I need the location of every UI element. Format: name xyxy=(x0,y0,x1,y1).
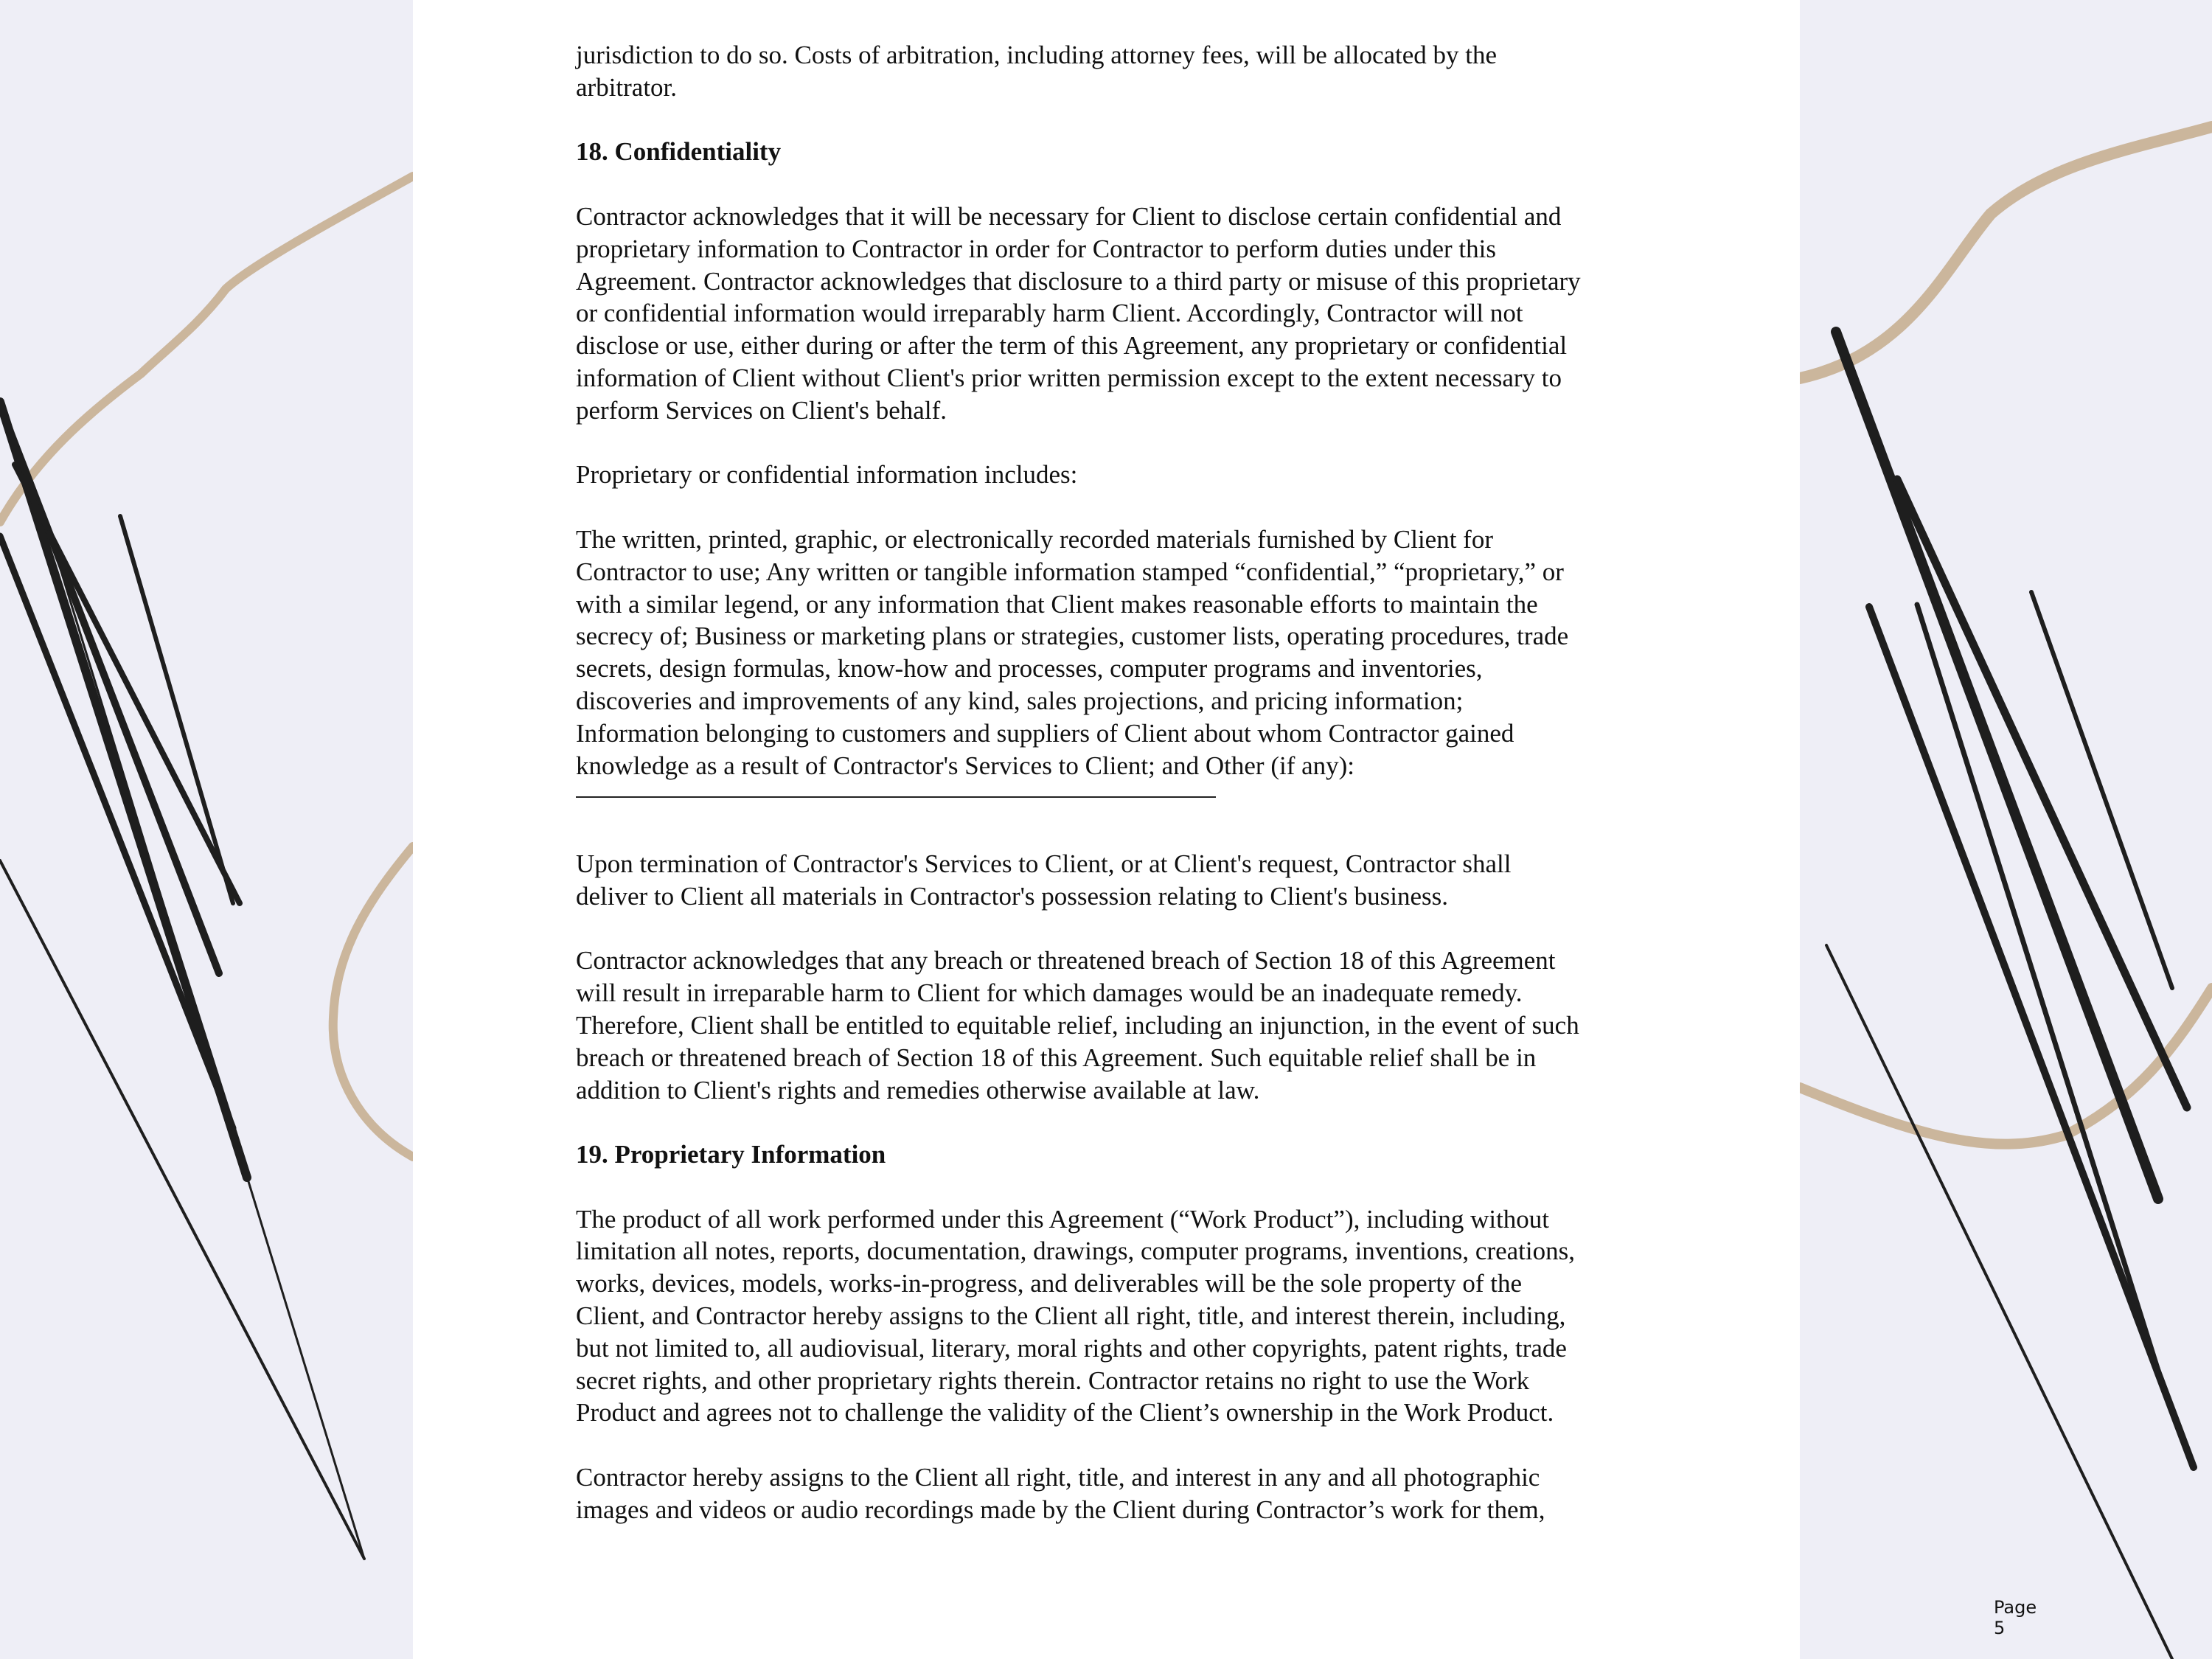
fill-in-blank-line xyxy=(576,782,1216,798)
text-line: information of Client without Client's prior written permission except to the extent necessary to xyxy=(576,363,1562,392)
text-line: secrets, design formulas, know-how and processes, computer programs and inventories, xyxy=(576,654,1483,684)
paragraph-spacer xyxy=(576,815,1652,848)
paragraph xyxy=(576,524,1652,782)
text-line: deliver to Client all materials in Contractor's possession relating to Client's business. xyxy=(576,881,1448,911)
text-line: Product and agrees not to challenge the validity of the Client’s ownership in the Work Product. xyxy=(576,1398,1554,1427)
paragraph-spacer xyxy=(576,104,1652,136)
text-line: arbitrator. xyxy=(576,72,678,102)
document-body xyxy=(576,39,1652,1526)
text-line: The product of all work performed under this Agreement (“Work Product”), including without xyxy=(576,1204,1550,1234)
paragraph xyxy=(576,1461,1652,1526)
text-line: but not limited to, all audiovisual, literary, moral rights and other copyrights, patent rights, trade xyxy=(576,1333,1567,1363)
text-line: Agreement. Contractor acknowledges that disclosure to a third party or misuse of this proprietary xyxy=(576,266,1581,296)
text-line: disclose or use, either during or after the term of this Agreement, any proprietary or confidential xyxy=(576,331,1568,361)
text-line: works, devices, models, works-in-progress, and deliverables will be the sole property of the xyxy=(576,1269,1523,1298)
text-line: limitation all notes, reports, documentation, drawings, computer programs, inventions, creations, xyxy=(576,1237,1575,1266)
paragraph xyxy=(576,39,1652,104)
text-line: discoveries and improvements of any kind, sales projections, and pricing information; xyxy=(576,686,1464,715)
page-number: Page 5 xyxy=(1994,1597,2037,1638)
paragraph-spacer xyxy=(576,168,1652,201)
text-line: 19. Proprietary Information xyxy=(576,1140,886,1169)
text-line: secrecy of; Business or marketing plans or strategies, customer lists, operating procedures, trade xyxy=(576,622,1569,651)
text-line: Contractor acknowledges that any breach or threatened breach of Section 18 of this Agreement xyxy=(576,946,1556,975)
text-line: Contractor hereby assigns to the Client all right, title, and interest in any and all photographic xyxy=(576,1463,1540,1492)
text-line: 18. Confidentiality xyxy=(576,137,782,167)
paragraph-spacer xyxy=(576,1429,1652,1461)
text-line: or confidential information would irreparably harm Client. Accordingly, Contractor will not xyxy=(576,299,1523,328)
text-line: images and videos or audio recordings made by the Client during Contractor’s work for them, xyxy=(576,1495,1545,1524)
paragraph-spacer xyxy=(576,427,1652,459)
text-line: perform Services on Client's behalf. xyxy=(576,395,947,425)
paragraph-spacer xyxy=(576,1171,1652,1203)
paragraph-spacer xyxy=(576,913,1652,945)
text-line: knowledge as a result of Contractor's Services to Client; and Other (if any): xyxy=(576,751,1355,780)
paragraph xyxy=(576,459,1652,491)
section-heading xyxy=(576,1138,1652,1171)
text-line: will result in irreparable harm to Client for which damages would be an inadequate remedy. xyxy=(576,978,1523,1008)
paragraph xyxy=(576,1203,1652,1430)
text-line: proprietary information to Contractor in order for Contractor to perform duties under this xyxy=(576,234,1496,263)
text-line: Contractor acknowledges that it will be necessary for Client to disclose certain confidential and xyxy=(576,201,1562,231)
text-line: breach or threatened breach of Section 18 of this Agreement. Such equitable relief shall be in xyxy=(576,1043,1537,1072)
paragraph xyxy=(576,201,1652,427)
text-line: Contractor to use; Any written or tangible information stamped “confidential,” “proprietary,” or xyxy=(576,557,1564,586)
paragraph xyxy=(576,848,1652,913)
paragraph xyxy=(576,945,1652,1106)
text-line: The written, printed, graphic, or electronically recorded materials furnished by Client for xyxy=(576,524,1493,554)
document-page xyxy=(413,0,2037,1659)
section-heading xyxy=(576,136,1652,168)
text-line: secret rights, and other proprietary rights therein. Contractor retains no right to use the Work xyxy=(576,1366,1530,1395)
text-line: Proprietary or confidential information includes: xyxy=(576,460,1078,490)
text-line: Upon termination of Contractor's Services to Client, or at Client's request, Contractor shall xyxy=(576,849,1512,878)
text-line: with a similar legend, or any information that Client makes reasonable efforts to maintain the xyxy=(576,589,1538,619)
text-line: jurisdiction to do so. Costs of arbitration, including attorney fees, will be allocated by the xyxy=(576,41,1498,69)
paragraph-spacer xyxy=(576,1106,1652,1138)
text-line: Client, and Contractor hereby assigns to the Client all right, title, and interest therein, including, xyxy=(576,1301,1566,1331)
text-line: Information belonging to customers and suppliers of Client about whom Contractor gained xyxy=(576,718,1514,748)
text-line: addition to Client's rights and remedies otherwise available at law. xyxy=(576,1075,1260,1105)
text-line: Therefore, Client shall be entitled to equitable relief, including an injunction, in the event of such xyxy=(576,1010,1579,1040)
paragraph-spacer xyxy=(576,491,1652,524)
